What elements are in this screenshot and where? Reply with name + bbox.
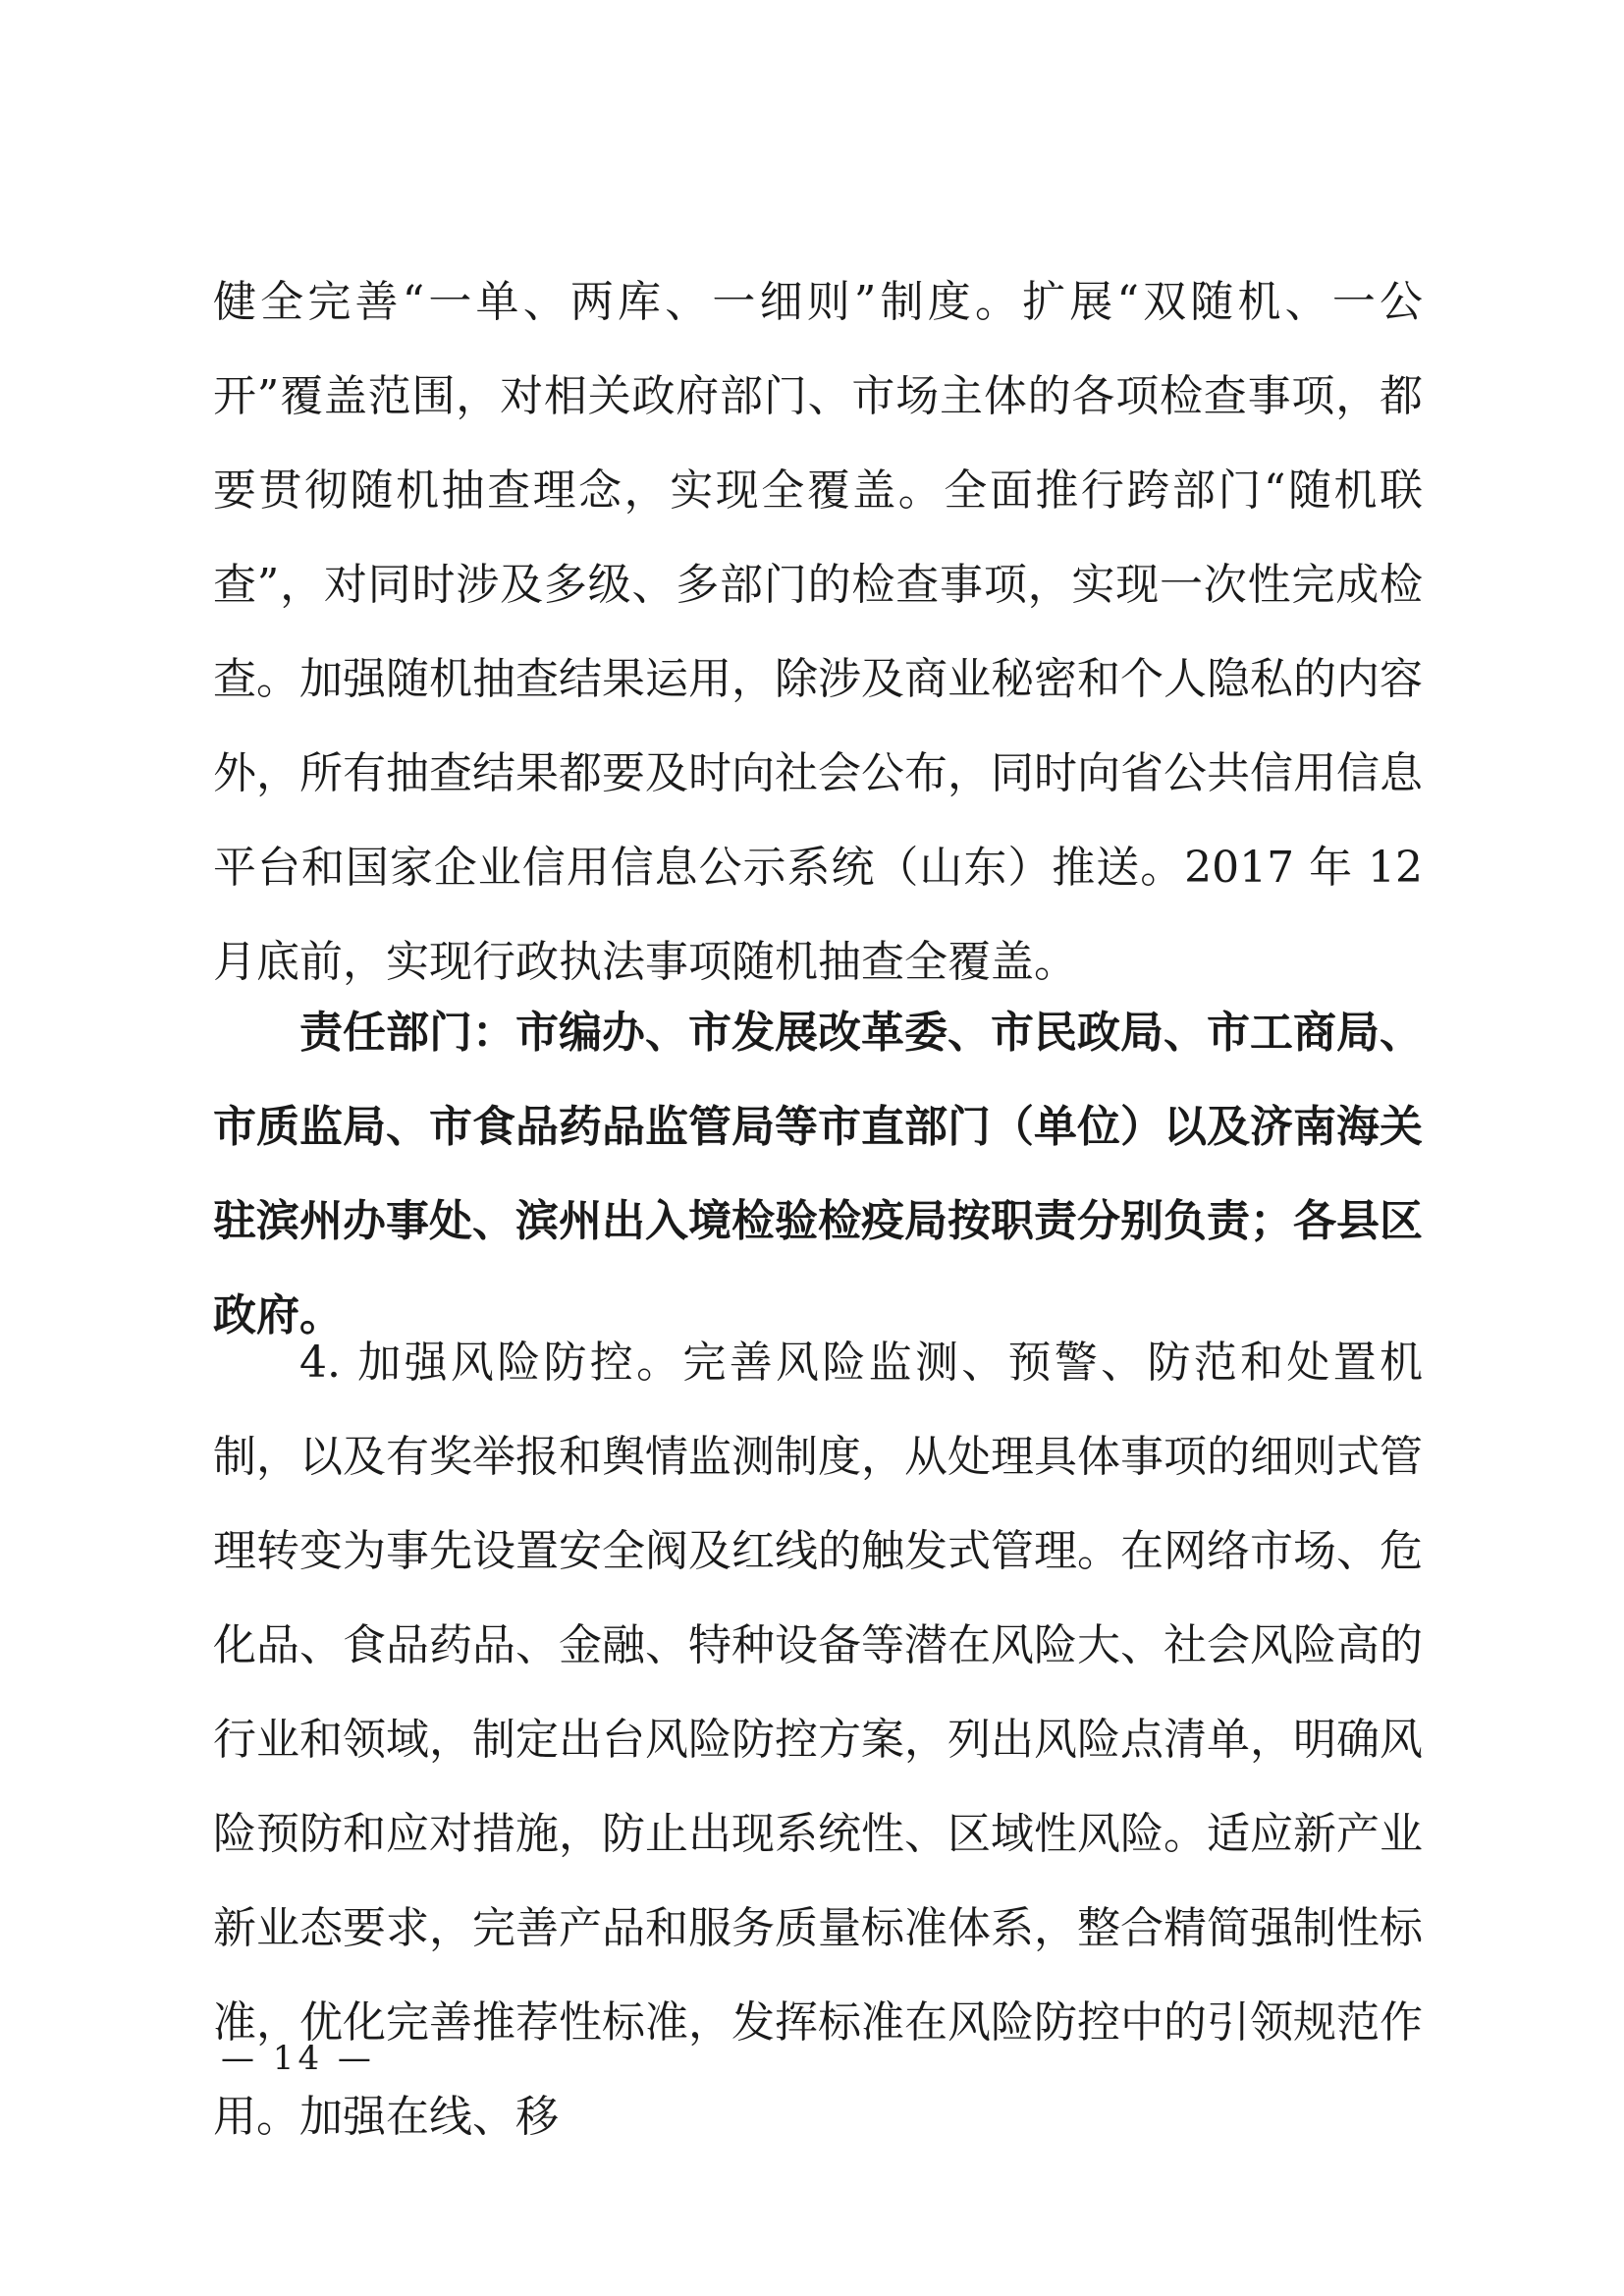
paragraph-risk-control: 4. 加强风险防控。完善风险监测、预警、防范和处置机制，以及有奖举报和舆情监测制度，从处理具体事项的细则式管理转变为事先设置安全阀及红线的触发式管理。在网络市场、危化品、食品药品、金融、特种设备等潜在风险大、社会风险高的行业和领域，制定出台风险防控方案，列出风险点清单，明确风险预防和应对措施，防止出现系统性、区域性风险。适应新产业新业态要求，完善产品和服务质量标准体系，整合精简强制性标准，优化完善推荐性标准，发挥标准在风险防控中的引领规范作用。加强在线、移 xyxy=(213,1338,1423,2142)
body-text-block-3 xyxy=(213,1316,1423,2164)
page-number: — 14 — xyxy=(221,2039,375,2078)
body-text-block-2 xyxy=(213,986,1423,1363)
body-text-block-1 xyxy=(213,255,1423,1010)
paragraph-responsible-departments: 责任部门：市编办、市发展改革委、市民政局、市工商局、市质监局、市食品药品监管局等市直部门（单位）以及济南海关驻滨州办事处、滨州出入境检验检疫局按职责分别负责；各县区政府。 xyxy=(213,1008,1423,1340)
paragraph-random-inspection: 健全完善“一单、两库、一细则”制度。扩展“双随机、一公开”覆盖范围，对相关政府部门、市场主体的各项检查事项，都要贯彻随机抽查理念，实现全覆盖。全面推行跨部门“随机联查”，对同时涉及多级、多部门的检查事项，实现一次性完成检查。加强随机抽查结果运用，除涉及商业秘密和个人隐私的内容外，所有抽查结果都要及时向社会公布，同时向省公共信用信息平台和国家企业信用信息公示系统（山东）推送。2017 年 12 月底前，实现行政执法事项随机抽查全覆盖。 xyxy=(213,277,1423,987)
